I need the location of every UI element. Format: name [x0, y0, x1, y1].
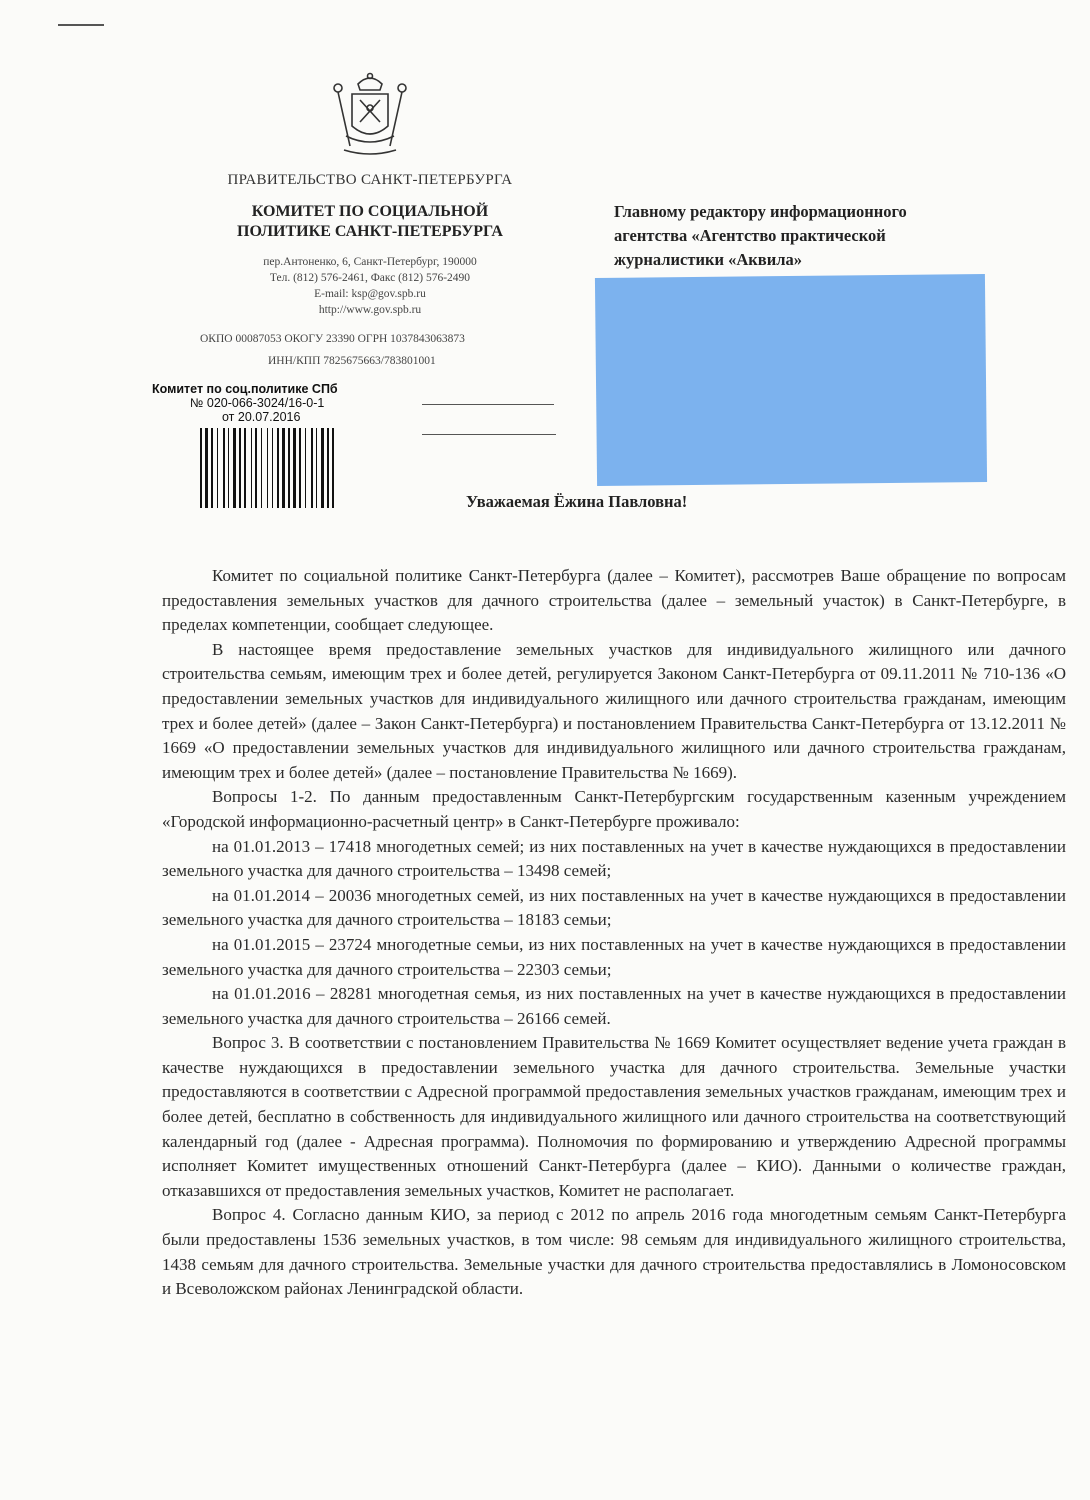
barcode-bar: [327, 428, 329, 508]
website-address: http://www.gov.spb.ru: [318, 304, 422, 316]
barcode-bar: [239, 428, 241, 508]
barcode-bar: [293, 428, 296, 508]
barcode-bar: [261, 428, 262, 508]
body-paragraph: на 01.01.2015 – 23724 многодетные семьи, из них поставленных на учет в качестве нуждающихся в предоставлении земельного участка для дачного строительства – 22303 семьи;: [162, 934, 1066, 979]
committee-name: [170, 202, 570, 242]
barcode-bar: [217, 428, 218, 508]
phone-fax: Тел. (812) 576-2461, Факс (812) 576-2490: [269, 272, 471, 284]
postal-address: пер.Антоненко, 6, Санкт-Петербург, 190000: [263, 256, 477, 268]
committee-name-line: КОМИТЕТ ПО СОЦИАЛЬНОЙ: [251, 203, 489, 220]
greeting: Уважаемая Ёжина Павловна!: [466, 492, 688, 511]
inn-kpp: ИНН/КПП 7825675663/783801001: [268, 355, 436, 367]
barcode-bar: [282, 428, 285, 508]
barcode-bar: [223, 428, 225, 508]
barcode-bar: [321, 428, 324, 508]
barcode-bar: [277, 428, 279, 508]
barcode-bar: [311, 428, 313, 508]
recipient-line: Главному редактору информационного: [614, 202, 907, 221]
barcode-bar: [332, 428, 334, 508]
stamp-organization: Комитет по соц.политике СПб: [152, 382, 338, 396]
body-paragraph: Комитет по социальной политике Санкт-Петербурга (далее – Комитет), рассмотрев Ваше обращение по вопросам предоставления земельных участков для дачного строительства (далее – земельный участок) в Санкт-Петербурге, в пределах компетенции, сообщает следующее.: [162, 566, 1066, 635]
recipient-block: [614, 200, 1034, 272]
barcode-bar: [288, 428, 290, 508]
body-paragraph: на 01.01.2014 – 20036 многодетных семей, из них поставленных на учет в качестве нуждающихся в предоставлении земельного участка для дачного строительства – 18183 семьи;: [162, 885, 1066, 930]
committee-name-line: ПОЛИТИКЕ САНКТ-ПЕТЕРБУРГА: [237, 223, 503, 240]
barcode-bar: [244, 428, 246, 508]
barcode-bar: [305, 428, 306, 508]
barcode-bar: [316, 428, 317, 508]
barcode-bar: [255, 428, 257, 508]
email-address: E-mail: ksp@gov.spb.ru: [314, 288, 426, 300]
body-paragraph: Вопрос 4. Согласно данным КИО, за период с 2012 по апрель 2016 года многодетным семьям Санкт-Петербурга были предоставлены 1536 земельных участков, в том числе: 98 семьям для индивидуального жилищного строительства, 1438 семьям для дачного строительства. Земельные участки для дачного строительства предоставлялись в Ломоносовском и Всеволожском районах Ленинградской области.: [162, 1205, 1066, 1299]
registration-stamp: [152, 382, 392, 424]
stamp-number: № 020-066-3024/16-0-1: [190, 396, 325, 410]
barcode-bar: [205, 428, 208, 508]
barcode-bar: [267, 428, 268, 508]
barcode: [200, 428, 336, 508]
stamp-date: от 20.07.2016: [222, 410, 301, 424]
barcode-bar: [211, 428, 213, 508]
body-paragraph: Вопросы 1-2. По данным предоставленным Санкт-Петербургским государственным казенным учреждением «Городской информационно-расчетный центр» в Санкт-Петербурге проживало:: [162, 787, 1066, 831]
redaction-box: [595, 274, 987, 486]
barcode-bar: [272, 428, 273, 508]
coat-of-arms-icon: [330, 70, 410, 160]
reference-blank-line: [422, 404, 554, 405]
scan-corner-mark: [58, 24, 104, 26]
body-paragraph: на 01.01.2016 – 28281 многодетная семья, из них поставленных на учет в качестве нуждающихся в предоставлении земельного участка для дачного строительства – 26166 семей.: [162, 984, 1066, 1028]
barcode-bar: [251, 428, 252, 508]
letter-body: [162, 564, 1066, 1302]
government-name: ПРАВИТЕЛЬСТВО САНКТ-ПЕТЕРБУРГА: [227, 172, 513, 188]
barcode-bar: [299, 428, 301, 508]
barcode-bar: [228, 428, 229, 508]
registration-codes: ОКПО 00087053 ОКОГУ 23390 ОГРН 1037843063873: [200, 333, 465, 345]
body-paragraph: В настоящее время предоставление земельных участков для индивидуального жилищного или дачного строительства семьям, имеющим трех и более детей, регулируется Законом Санкт-Петербурга от 09.11.2011 № 710-136 «О предоставлении земельных участков для индивидуального жилищного или дачного строительства гражданам, имеющим трех и более детей» (далее – Закон Санкт-Петербурга) и постановлением Правительства Санкт-Петербурга от 13.12.2011 № 1669 «О предоставлении земельных участков для индивидуального жилищного или дачного строительства гражданам, имеющим трех и более детей» (далее – постановление Правительства № 1669).: [162, 639, 1066, 782]
recipient-line: журналистики «Аквила»: [614, 250, 802, 269]
body-paragraph: на 01.01.2013 – 17418 многодетных семей; из них поставленных на учет в качестве нуждающихся в предоставлении земельного участка для дачного строительства – 13498 семей;: [162, 836, 1066, 881]
body-paragraph: Вопрос 3. В соответствии с постановлением Правительства № 1669 Комитет осуществляет ведение учета граждан в качестве нуждающихся в предоставлении земельного участка для дачного строительства. Земельные участки предоставляются в соответствии с Адресной программой предоставления земельных участков гражданам, имеющим трех и более детей, бесплатно в собственность для индивидуального жилищного или дачного строительства на соответствующий календарный год (далее - Адресная программа). Полномочия по формированию и утверждению Адресной программы исполняет Комитет имущественных отношений Санкт-Петербурга (далее – КИО). Данными о количестве граждан, отказавшихся от предоставления земельных участков, Комитет не располагает.: [162, 1033, 1066, 1200]
reference-blank-line: [422, 434, 556, 435]
contact-block: [170, 254, 570, 318]
barcode-bar: [233, 428, 236, 508]
barcode-bar: [200, 428, 202, 508]
recipient-line: агентства «Агентство практической: [614, 226, 886, 245]
